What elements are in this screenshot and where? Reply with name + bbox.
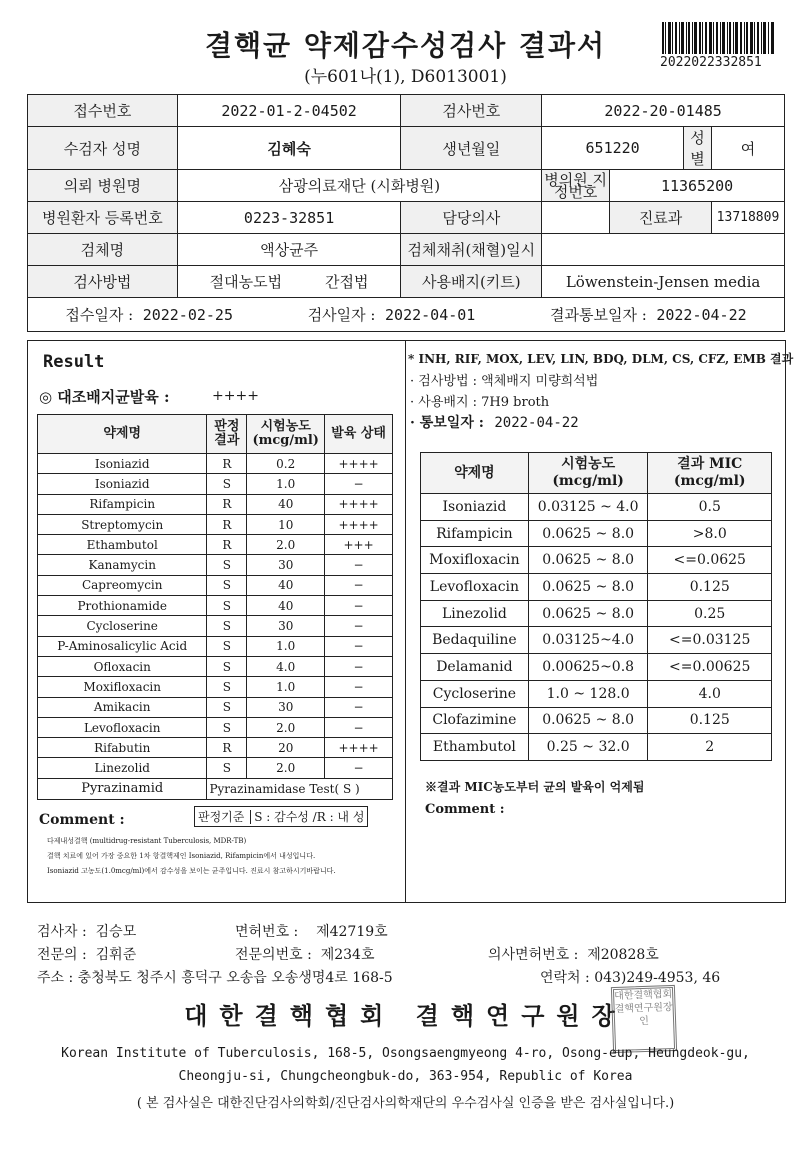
drug-cell-growth: − [325,474,393,494]
mic-cell-mic: 0.5 [648,494,772,521]
drug-row [38,474,393,494]
drug-cell-conc: 0.2 [247,454,325,474]
drug-row [38,535,393,555]
mic-header: * INH, RIF, MOX, LEV, LIN, BDQ, DLM, CS, CFZ, EMB 결과 [408,352,794,366]
mic-cell-conc: 0.0625 ~ 8.0 [528,600,648,627]
mic-row [421,734,772,761]
drug-row [38,636,393,656]
mic-row [421,654,772,681]
criteria-value: S : 감수성 /R : 내 성 [250,810,364,824]
hospital: 삼광의료재단 (시화병원) [177,170,541,202]
mic-row [421,574,772,601]
drug-row [38,758,393,778]
drug-row [38,454,393,474]
spec-no-label: 전문의번호 : [235,947,312,963]
dob: 651220 [542,127,684,170]
drug-cell-growth: − [325,717,393,737]
drug-cell-growth: − [325,758,393,778]
mic-cell-conc: 0.00625~0.8 [528,654,648,681]
sex-label: 성별 [684,127,712,170]
drug-row [38,717,393,737]
hosp-code: 11365200 [610,170,785,202]
name-label: 수검자 성명 [28,127,178,170]
drug-cell-conc: 30 [247,555,325,575]
mic-col-drug: 약제명 [421,453,529,494]
mic-cell-drug: Ethambutol [421,734,529,761]
drug-cell-conc: 10 [247,514,325,534]
medium-label: 사용배지(키트) [401,266,542,298]
drug-row [38,514,393,534]
patient-no-label: 병원환자 등록번호 [28,202,178,234]
mic-report-date: 2022-04-22 [494,415,579,431]
mic-cell-drug: Linezolid [421,600,529,627]
criteria-label: 판정기준 [198,810,245,824]
official-seal: 대한결핵협회결핵연구원장인 [611,985,677,1053]
drug-cell-conc: 30 [247,616,325,636]
mic-cell-conc: 0.03125 ~ 4.0 [528,494,648,521]
drug-cell-judge: S [207,656,247,676]
col-conc: 시험농도 (mcg/ml) [247,415,325,454]
drug-row [38,494,393,514]
collect-value [542,234,785,266]
method-label: 검사방법 [28,266,178,298]
drug-cell-judge: R [207,535,247,555]
drug-cell-judge: S [207,758,247,778]
comment-label-right: Comment : [425,802,505,817]
hosp-code-label: 병의원 지정번호 [542,170,610,202]
drug-cell-conc: 30 [247,697,325,717]
document-code: (누601나(1), D6013001) [304,67,507,87]
method-values [177,266,401,298]
drug-cell-conc: 4.0 [247,656,325,676]
specialist-name: 김휘준 [95,947,137,963]
drug-cell-drug: Moxifloxacin [38,677,207,697]
certification-note: ( 본 검사실은 대한진단검사의학회/진단검사의학재단의 우수검사실 인증을 받은 검사실입니다.) [136,1096,675,1111]
drug-susceptibility-table [37,414,393,800]
drug-cell-judge: S [207,636,247,656]
tester-line [37,921,136,941]
drug-cell-drug: Capreomycin [38,575,207,595]
address-label: 주소 : [37,970,74,986]
drug-cell-drug: Kanamycin [38,555,207,575]
drug-row [38,616,393,636]
mic-row [421,627,772,654]
drug-cell-conc: 2.0 [247,758,325,778]
mic-cell-mic: 0.125 [648,707,772,734]
drug-cell-growth: − [325,575,393,595]
document-title: 결핵균 약제감수성검사 결과서 [204,29,607,62]
mdr-notes [47,834,397,879]
mic-cell-conc: 0.03125~4.0 [528,627,648,654]
license-no: 제42719호 [316,924,388,940]
drug-cell-growth: − [325,616,393,636]
drug-cell-growth: − [325,677,393,697]
drug-cell-drug: Streptomycin [38,514,207,534]
phone-label: 연락처 : [540,970,590,986]
criteria-box [194,806,368,827]
doc-license-label: 의사면허번호 : [488,947,579,963]
mic-cell-drug: Clofazimine [421,707,529,734]
drug-cell-growth: ++++ [325,454,393,474]
drug-cell-drug: Ethambutol [38,535,207,555]
drug-cell-drug: Rifabutin [38,738,207,758]
drug-row [38,596,393,616]
recv-date-label: 접수일자 : [65,306,134,324]
pza-drug: Pyrazinamid [38,778,207,799]
drug-row [38,656,393,676]
drug-cell-judge: R [207,494,247,514]
mic-cell-mic: >8.0 [648,520,772,547]
mic-cell-conc: 0.0625 ~ 8.0 [528,574,648,601]
drug-cell-drug: Linezolid [38,758,207,778]
test-no: 2022-20-01485 [542,95,785,127]
drug-cell-drug: Isoniazid [38,454,207,474]
drug-cell-judge: S [207,717,247,737]
patient-no: 0223-32851 [177,202,401,234]
drug-cell-drug: Prothionamide [38,596,207,616]
drug-row [38,738,393,758]
mic-cell-mic: 4.0 [648,680,772,707]
drug-cell-judge: R [207,454,247,474]
doc-license: 제20828호 [587,947,659,963]
drug-cell-judge: S [207,697,247,717]
test-date-label: 검사일자 : [307,306,376,324]
method-indirect: 간접법 [325,273,369,291]
drug-row [38,555,393,575]
mic-cell-mic: 0.125 [648,574,772,601]
drug-cell-conc: 1.0 [247,474,325,494]
mic-row [421,680,772,707]
drug-cell-conc: 1.0 [247,677,325,697]
specimen: 액상균주 [177,234,401,266]
test-date: 2022-04-01 [385,306,476,324]
drug-row [38,575,393,595]
mic-row [421,600,772,627]
report-date: 2022-04-22 [656,306,747,324]
patient-name: 김혜숙 [177,127,401,170]
drug-cell-judge: S [207,575,247,595]
drug-cell-drug: Levofloxacin [38,717,207,737]
drug-cell-growth: ++++ [325,494,393,514]
mic-row [421,494,772,521]
drug-cell-growth: +++ [325,535,393,555]
drug-cell-conc: 2.0 [247,535,325,555]
dept-code: 13718809 [711,202,784,234]
mic-cell-conc: 0.0625 ~ 8.0 [528,547,648,574]
drug-cell-growth: ++++ [325,738,393,758]
phone: 043)249-4953, 46 [594,970,721,986]
mic-row [421,520,772,547]
medium: Löwenstein-Jensen media [542,266,785,298]
mic-cell-drug: Bedaquiline [421,627,529,654]
mic-cell-mic: <=0.0625 [648,547,772,574]
mic-cell-drug: Delamanid [421,654,529,681]
mic-report-label: · 통보일자 : [410,415,484,431]
control-growth-label: ◎ 대조배지균발육 : [39,388,170,406]
address-en-1: Korean Institute of Tuberculosis, 168-5, Osongsaengmyeong 4-ro, Osong-eup, Heungdeok-gu, [61,1046,750,1061]
pza-result: Pyrazinamidase Test( S ) [207,778,393,799]
drug-cell-drug: P-Aminosalicylic Acid [38,636,207,656]
mic-method: · 검사방법 : 액체배지 미량희석법 [410,374,599,389]
patient-info-table [27,94,785,332]
drug-cell-judge: S [207,677,247,697]
dates-row [28,298,785,332]
barcode-icon [662,22,774,54]
drug-cell-growth: − [325,555,393,575]
mic-col-mic: 결과 MIC (mcg/ml) [648,453,772,494]
license-label: 면허번호 : [235,924,299,940]
mic-cell-conc: 0.25 ~ 32.0 [528,734,648,761]
test-no-label: 검사번호 [401,95,542,127]
dept-label: 진료과 [610,202,712,234]
note-3: Isoniazid 고농도(1.0mcg/ml)에서 감수성을 보이는 균주입니다. 진료시 참고하시기바랍니다. [47,867,336,875]
drug-cell-judge: R [207,738,247,758]
address-en-2: Cheongju-si, Chungcheongbuk-do, 363-954, Republic of Korea [178,1069,633,1084]
drug-cell-judge: S [207,555,247,575]
recv-date: 2022-02-25 [142,306,233,324]
mic-row [421,547,772,574]
tester-label: 검사자 : [37,924,87,940]
drug-cell-conc: 1.0 [247,636,325,656]
mic-cell-conc: 1.0 ~ 128.0 [528,680,648,707]
drug-cell-judge: S [207,474,247,494]
drug-cell-judge: S [207,616,247,636]
mic-row [421,707,772,734]
report-date-label: 결과통보일자 : [550,306,647,324]
col-judge: 판정 결과 [207,415,247,454]
drug-cell-drug: Cycloserine [38,616,207,636]
drug-cell-drug: Isoniazid [38,474,207,494]
specimen-label: 검체명 [28,234,178,266]
drug-cell-growth: ++++ [325,514,393,534]
mic-cell-conc: 0.0625 ~ 8.0 [528,707,648,734]
drug-row [38,697,393,717]
mic-cell-mic: <=0.03125 [648,627,772,654]
control-growth-value: ++++ [212,388,259,404]
mic-table [420,452,772,761]
drug-row [38,677,393,697]
note-1: 다제내성결핵 (multidrug-resistant Tuberculosis, MDR-TB) [47,837,247,845]
specialist-label: 전문의 : [37,947,87,963]
col-growth: 발육 상태 [325,415,393,454]
note-2: 결핵 치료에 있어 가장 중요한 1차 항결핵제인 Isoniazid, Rifampicin에서 내성입니다. [47,852,316,860]
drug-cell-judge: S [207,596,247,616]
mic-cell-drug: Isoniazid [421,494,529,521]
address: 충청북도 청주시 흥덕구 오송읍 오송생명4로 168-5 [77,970,393,986]
mic-cell-mic: <=0.00625 [648,654,772,681]
drug-cell-growth: − [325,697,393,717]
sex: 여 [711,127,784,170]
barcode-number: 2022022332851 [660,55,762,70]
mic-cell-mic: 2 [648,734,772,761]
drug-cell-conc: 40 [247,575,325,595]
drug-cell-drug: Amikacin [38,697,207,717]
drug-cell-growth: − [325,656,393,676]
dob-label: 생년월일 [401,127,542,170]
mic-cell-drug: Moxifloxacin [421,547,529,574]
drug-cell-drug: Rifampicin [38,494,207,514]
mic-col-conc: 시험농도 (mcg/ml) [528,453,648,494]
drug-cell-conc: 20 [247,738,325,758]
comment-label-left: Comment : [39,812,125,828]
drug-cell-judge: R [207,514,247,534]
reg-no-label: 접수번호 [28,95,178,127]
doctor-value [542,202,610,234]
mic-cell-mic: 0.25 [648,600,772,627]
collect-label: 검체채취(채혈)일시 [401,234,542,266]
mic-medium: · 사용배지 : 7H9 broth [410,395,550,410]
result-label: Result [43,352,105,372]
tester-name: 김승모 [95,924,137,940]
spec-no: 제234호 [320,947,375,963]
drug-cell-conc: 40 [247,494,325,514]
method-absolute: 절대농도법 [209,273,283,291]
reg-no: 2022-01-2-04502 [177,95,401,127]
mic-footnote: ※결과 MIC농도부터 균의 발육이 억제됨 [425,780,645,794]
mic-cell-drug: Rifampicin [421,520,529,547]
hospital-label: 의뢰 병원명 [28,170,178,202]
drug-cell-growth: − [325,636,393,656]
drug-cell-conc: 40 [247,596,325,616]
institute-name: 대한결핵협회 결핵연구원장 [184,1001,627,1030]
drug-cell-drug: Ofloxacin [38,656,207,676]
drug-cell-growth: − [325,596,393,616]
col-drug: 약제명 [38,415,207,454]
drug-cell-conc: 2.0 [247,717,325,737]
mic-cell-conc: 0.0625 ~ 8.0 [528,520,648,547]
mic-cell-drug: Levofloxacin [421,574,529,601]
mic-cell-drug: Cycloserine [421,680,529,707]
doctor-label: 담당의사 [401,202,542,234]
